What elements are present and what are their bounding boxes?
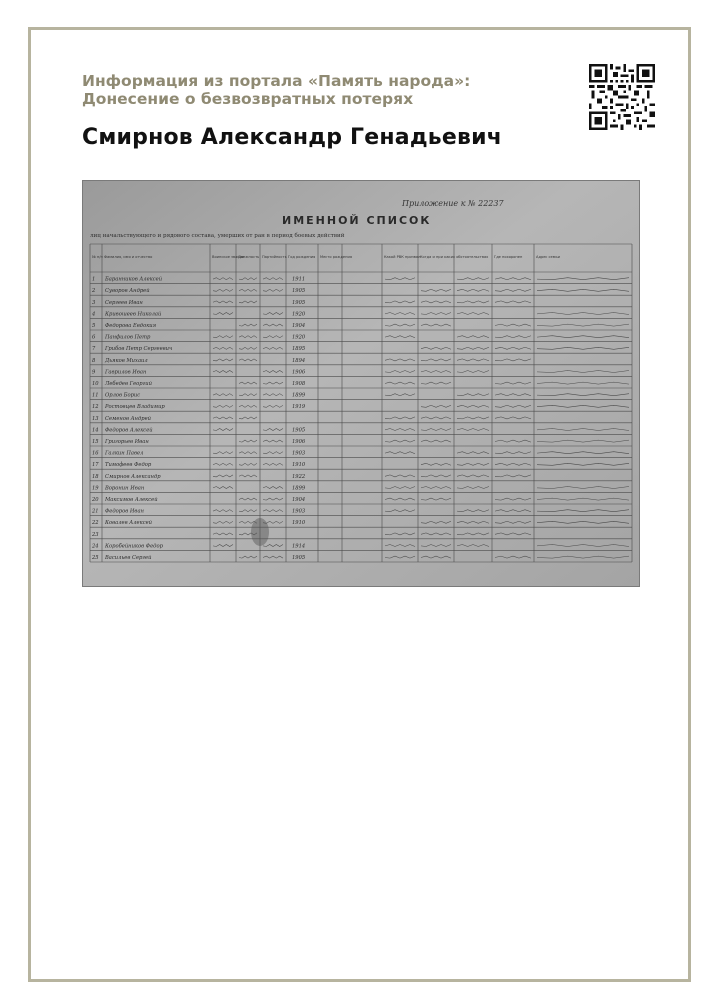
row-number: 20	[92, 497, 99, 503]
row-year: 1905	[292, 288, 306, 295]
row-number: 15	[92, 439, 99, 445]
row-number: 19	[92, 485, 99, 492]
row-year: 1899	[292, 392, 306, 399]
row-name: Воронин Иван	[105, 485, 145, 492]
row-name: Ростовцев Владимир	[105, 404, 165, 411]
column-header: Фамилия, имя и отчество	[104, 255, 153, 259]
row-year: 1911	[292, 276, 306, 283]
row-year: 1905	[292, 555, 306, 561]
column-header: Воинское звание	[212, 255, 245, 259]
scan-appendix: Приложение к № 22237	[402, 199, 504, 208]
row-number: 24	[92, 543, 99, 550]
row-name: Кривошеев Николай	[105, 311, 162, 318]
row-number: 12	[92, 404, 99, 411]
row-name: Григорьев Иван	[105, 439, 149, 445]
row-name: Баранников Алексей	[105, 276, 163, 283]
row-number: 25	[92, 555, 99, 561]
column-header: № п/п	[92, 255, 103, 259]
row-number: 7	[92, 346, 96, 353]
row-year: 1903	[292, 450, 306, 457]
row-number: 9	[92, 369, 96, 376]
row-name: Панфилов Петр	[105, 334, 151, 341]
row-year: 1906	[292, 369, 306, 376]
person-name: Смирнов Александр Генадьевич	[82, 125, 503, 150]
row-name: Федоров Алексей	[105, 427, 153, 434]
row-name: Ковалев Алексей	[105, 520, 153, 527]
row-name: Галкин Павел	[105, 450, 144, 457]
column-header: Должность	[238, 255, 260, 259]
row-number: 14	[92, 427, 99, 434]
column-header: Год рождения	[288, 255, 316, 259]
row-name: Лебедев Георгий	[105, 381, 152, 387]
row-year: 1905	[292, 299, 306, 306]
row-name: Орлов Борис	[105, 392, 141, 399]
row-number: 17	[92, 462, 99, 469]
row-name: Максимов Алексей	[105, 497, 158, 503]
row-number: 8	[92, 357, 96, 364]
row-number: 3	[92, 299, 96, 306]
ink-stain	[251, 518, 269, 546]
row-number: 22	[92, 520, 99, 527]
column-header: Где похоронен	[494, 255, 523, 259]
row-name: Семенов Андрей	[105, 415, 151, 422]
column-header: Какой РВК призвал	[384, 255, 421, 259]
row-number: 16	[92, 450, 99, 457]
row-name: Грибов Петр Сергеевич	[105, 346, 173, 353]
row-year: 1920	[292, 334, 306, 341]
row-name: Гаврилов Иван	[105, 369, 147, 376]
row-year: 1919	[292, 404, 306, 411]
column-header: Когда и при каких обстоятельствах	[420, 255, 489, 259]
row-name: Федоров Иван	[105, 508, 144, 515]
row-year: 1910	[292, 520, 306, 527]
row-year: 1899	[292, 485, 306, 492]
row-name: Суворов Андрей	[105, 288, 150, 295]
row-number: 5	[92, 323, 96, 329]
row-year: 1914	[292, 543, 306, 550]
scan-subtitle: лиц начальствующего и рядового состава, умерших от ран в период боевых действий	[90, 233, 345, 239]
source-subtitle: Донесение о безвозвратных потерях	[82, 90, 414, 108]
row-name: Дьяков Михаил	[105, 357, 148, 364]
row-year: 1904	[292, 323, 306, 329]
row-year: 1908	[292, 381, 306, 387]
row-number: 18	[92, 473, 99, 480]
row-year: 1903	[292, 508, 306, 515]
row-number: 13	[92, 415, 99, 422]
row-year: 1894	[292, 357, 306, 364]
row-year: 1904	[292, 497, 306, 503]
row-number: 2	[92, 288, 96, 295]
row-number: 10	[92, 381, 99, 387]
document-scan	[82, 180, 640, 587]
row-number: 1	[92, 276, 96, 283]
scan-heading: ИМЕННОЙ СПИСОК	[282, 214, 432, 227]
row-name: Васильев Сергей	[105, 555, 152, 561]
row-number: 4	[92, 311, 96, 318]
row-number: 21	[92, 508, 99, 515]
qr-code	[589, 64, 655, 130]
column-header: Партийность	[262, 255, 287, 259]
row-name: Сергеев Иван	[105, 299, 143, 306]
row-name: Коробейников Федор	[105, 543, 163, 550]
row-number: 23	[92, 531, 99, 538]
row-number: 6	[92, 334, 96, 341]
column-header: Адрес семьи	[536, 255, 560, 259]
row-year: 1895	[292, 346, 306, 353]
row-name: Тимофеев Федор	[105, 462, 152, 469]
source-title: Информация из портала «Память народа»:	[82, 72, 471, 90]
row-name: Федорова Евдокия	[105, 323, 157, 329]
row-year: 1922	[292, 473, 306, 480]
row-number: 11	[92, 392, 99, 399]
row-name: Смирнов Александр	[105, 473, 161, 480]
column-header: Место рождения	[320, 255, 352, 259]
row-year: 1905	[292, 427, 306, 434]
row-year: 1910	[292, 462, 306, 469]
row-year: 1920	[292, 311, 306, 318]
row-year: 1906	[292, 439, 306, 445]
